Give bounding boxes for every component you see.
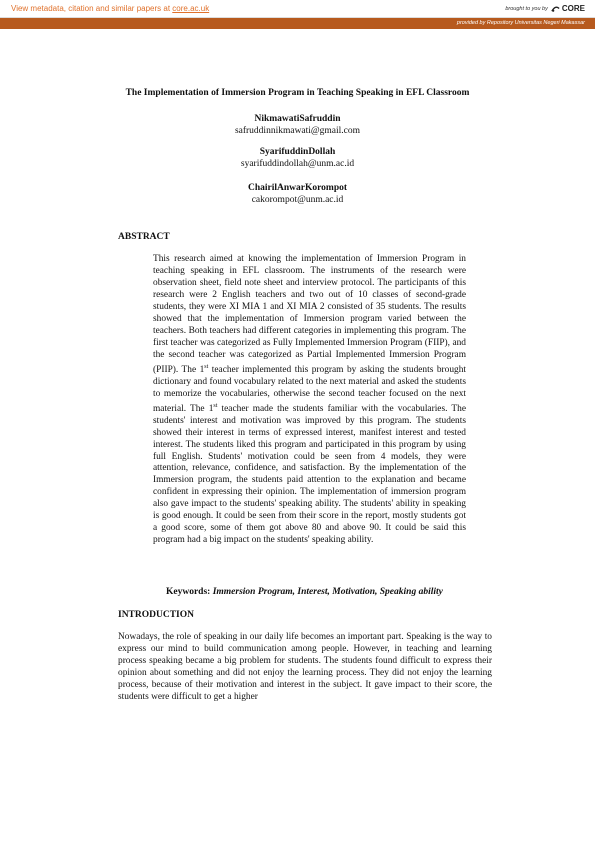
author-email: safruddinnikmawati@gmail.com — [234, 126, 361, 136]
author-2 — [0, 146, 595, 170]
brought-by — [505, 4, 585, 13]
intro-heading: INTRODUCTION — [118, 610, 195, 620]
provider-text: provided by Repository Universitas Negeri Makassar — [456, 20, 585, 26]
superscript: st — [204, 363, 209, 370]
abstract-heading: ABSTRACT — [118, 232, 170, 242]
abstract-text-1: This research aimed at knowing the implementation of Immersion Program in teaching speaking in EFL classroom. The instruments of the research were observation sheet, field note sheet and interview protocol. The participants of this research were 2 English teachers and two out of 10 classes of second-grade students, they were XI MIA 1 and XI MIA 2 consisted of 35 students. The results showed that the implementation of Immersion program varied between the teachers. Both teachers had different categories in implementing this program. The first teacher was categorized as Fully Implemented Immersion Program (FIIP), and the second teacher was categorized as Partial Implemented Immersion Program (PIIP). The 1 — [153, 254, 466, 375]
core-logo[interactable] — [551, 4, 585, 13]
author-3 — [0, 182, 595, 206]
metadata-text: View metadata, citation and similar papers at — [11, 4, 171, 13]
abstract-body — [153, 254, 466, 547]
author-name: ChairilAnwarKorompot — [247, 183, 348, 193]
author-email: syarifuddindollah@unm.ac.id — [240, 159, 355, 169]
core-logo-label: CORE — [561, 4, 585, 13]
keywords — [166, 587, 443, 597]
core-link[interactable]: core.ac.uk — [172, 4, 210, 13]
paper-title: The Implementation of Immersion Program in Teaching Speaking in EFL Classroom — [125, 88, 470, 98]
provider-bar — [0, 18, 595, 29]
core-banner — [0, 0, 595, 18]
brought-by-text: brought to you by — [505, 5, 548, 12]
abstract-text-2: teacher implemented this program by asking the students brought dictionary and found vocabulary related to the next material and asked the students to memorize the vocabularies, otherwise the second teacher focused on the next material. The 1 — [153, 364, 466, 414]
core-logo-icon — [551, 4, 560, 13]
author-email: cakorompot@unm.ac.id — [251, 195, 344, 205]
intro-body: Nowadays, the role of speaking in our daily life becomes an important part. Speaking is the way to express our mind to build communication among people. However, in teaching and learning process speaking became a big problem for students. The students found difficult to express their opinion about something and did not enjoy the learning process. They did not enjoy the learning process, because of their motivation and interest in the subject. It gave impact to their score, the students were difficult to get a higher — [118, 632, 492, 702]
keywords-label: Keywords: — [166, 587, 211, 597]
author-1 — [0, 113, 595, 137]
metadata-notice — [11, 4, 209, 13]
superscript: st — [213, 402, 218, 409]
author-name: NikmawatiSafruddin — [254, 114, 341, 124]
keywords-list: Immersion Program, Interest, Motivation, Speaking ability — [212, 587, 443, 597]
author-name: SyarifuddinDollah — [259, 147, 336, 157]
abstract-text-3: teacher made the students familiar with the vocabularies. The students' interest and motivation was improved by this program. The students showed their interest in terms of expressed interest, manifest interest and tested interest. The students liked this program and participated in this program by using full English. Students' motivation could be seen from 4 models, they were attention, relevance, confidence, and satisfaction. By the implementation of the Immersion program, the students paid attention to the explanation and became confident in expressing their opinion. The implementation of immersion program also gave impact to the students' speaking ability. The students' ability in speaking is good enough. It could be seen from their score in the report, mostly students got a good score, some of them got above 80 and above 90. It could be said this program had a big impact on the students' speaking ability. — [153, 403, 466, 546]
